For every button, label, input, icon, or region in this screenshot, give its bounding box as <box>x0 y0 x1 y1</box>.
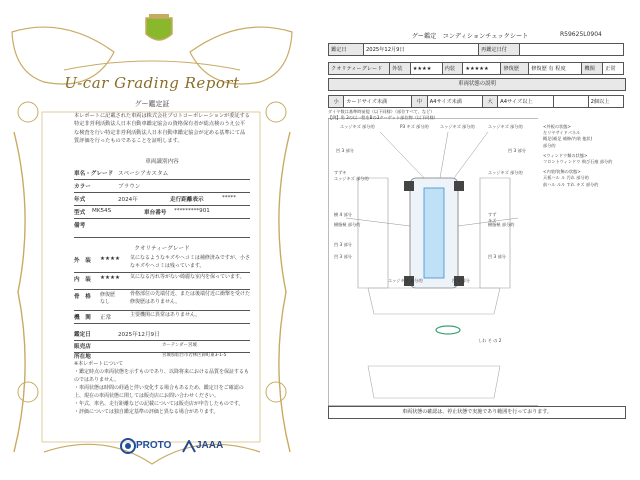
damage-label: エッジキズ 部分的 <box>488 170 523 175</box>
jaaa-logo-icon <box>182 440 196 453</box>
row-value: MK54S <box>92 208 112 214</box>
damage-label: エッジキズ 部分的 <box>340 124 375 129</box>
row-extra-value: ***** <box>222 195 236 201</box>
damage-label: 凹 3 部分 <box>488 254 506 259</box>
date-value: 2025年12月9日 <box>118 332 160 338</box>
row-value: スペーシアカスタム <box>118 171 169 177</box>
note-line: ・評価については独自鑑定基準の評価と異なる場合があります。 <box>74 409 219 415</box>
repair-value: 修復歴 有 程度 <box>529 63 582 75</box>
note-line: <内装/装飾の状態> <box>543 169 581 175</box>
row-extra-label: 走行距離表示 <box>170 197 204 203</box>
date-label: 鑑定日 <box>74 332 91 338</box>
grade-row-exterior <box>74 254 250 273</box>
certificate-subtitle: グー鑑定証 <box>134 100 170 108</box>
grade-row-engine <box>74 311 250 324</box>
exterior-value: ★★★★ <box>410 63 442 75</box>
note-line: 概足(補足 補修/内装 他状) <box>543 136 593 142</box>
grade-row-interior <box>74 273 250 290</box>
damage-label: 凹 3 部分 <box>334 242 352 247</box>
damage-label: エッジキズ 部分的 <box>488 124 523 129</box>
note-line: ※本レポートについて <box>74 361 124 367</box>
state-section-title: 車両状態の説明 <box>328 78 626 91</box>
damage-label: 凹 3 部分 <box>508 148 526 153</box>
row-value: ブラウン <box>118 184 141 190</box>
damage-label: すず キズ <box>488 212 497 223</box>
inspector-label: 再鑑定日付 <box>479 44 520 56</box>
row-extra-label: 車台番号 <box>144 210 167 216</box>
grade-label: 機 関 <box>74 315 91 321</box>
date-value: 2025年12月9日 <box>364 44 479 56</box>
certificate-notes <box>74 360 250 416</box>
interior-value: ★★★★★ <box>463 63 501 75</box>
vehicle-row-name <box>74 167 250 180</box>
certificate-intro: 本レポートに記載された車両は株式会社プロトコーポレーションが委託する特定非営利活動法人日本自動車鑑定協会の資格保有者が総点検のうえ公平な検査を行い特定非営利活動法人日本自動車鑑定協会が定める基準にて品質評価を行ったものであることを証明します。 <box>74 113 250 145</box>
proto-logo-icon <box>120 438 136 454</box>
damage-label: しわ そ の 2 <box>478 338 502 343</box>
vehicle-row-remarks <box>74 219 250 238</box>
note-line: ・車両状態は時間の経過と伴い変化する場合もあるため、鑑定日をご確認の上、現在の車両状態に関しては販売店にお問い合わせください。 <box>74 385 244 399</box>
sheet-footer: 車両状態の確認は、停止状態で実施であり範囲を行っております。 <box>328 406 626 419</box>
note-line: フロントウィンドウ 飛び石痕 部分的 <box>543 159 613 165</box>
engine-label: 機関 <box>582 63 603 75</box>
row-value: 2024年 <box>118 197 138 203</box>
grade-row-frame <box>74 290 250 311</box>
grading-certificate <box>4 12 300 472</box>
proto-logo-text: PROTO <box>136 440 172 451</box>
grade-desc: 骨格部位の先端付近、または後端付近に衝撃を受けた修復歴はありません。 <box>130 291 251 305</box>
grade-label: 外 装 <box>74 258 91 264</box>
exterior-label: 外装 <box>390 63 411 75</box>
note-line: 部分的 <box>543 142 556 148</box>
row-label: 型式 <box>74 210 86 216</box>
jaaa-logo-text: JAAA <box>196 440 224 451</box>
state-notes <box>543 124 623 188</box>
interior-label: 内装 <box>442 63 463 75</box>
certificate-title: U-car Grading Report <box>64 74 240 92</box>
note-line: <外板の状態> <box>543 124 571 129</box>
quality-section-title: クオリティーグレード <box>134 246 190 252</box>
addr-value: 宮城県仙台市若林区卸町東3-1-5 <box>162 353 227 358</box>
note-line: ・鑑定時点の車両状態を示すものであり、以降将来における品質を保証するものではありません。 <box>74 369 250 383</box>
damage-size-table <box>328 95 624 108</box>
inspector-value <box>520 44 624 56</box>
grade-label: 内 装 <box>74 277 91 283</box>
size-cell: 大 <box>483 96 498 108</box>
vehicle-row-model <box>74 206 250 219</box>
quality-grade-table <box>328 62 624 75</box>
note-line: 左リヤサイドパネル <box>543 130 581 136</box>
legend-note: ダイヤ数は基準時前提（以下同様）（部位すべて、など） 【例】角 3の以一程をBの3ターゲット部位物（以下同様） <box>328 109 438 120</box>
note-line: <ウィンドウ類の状態> <box>543 152 588 158</box>
row-label: カラー <box>74 184 91 190</box>
damage-label: P3 キズ 部分的 <box>400 124 429 129</box>
grade-desc: 主要機関に異常はありません。 <box>130 312 201 318</box>
car-outline-diagram <box>328 118 538 408</box>
size-cell: 2個以上 <box>588 96 623 108</box>
damage-label: 凹 3 部分 <box>336 148 354 153</box>
damage-label: 凹 3 部分 <box>452 278 470 283</box>
grade-desc: 気になるようなキズやヘコミは補修済みですが、小さなキズやヘコミは残っています。 <box>130 255 250 269</box>
grade-desc: 気になる汚れ等がない綺麗な室内を保っています。 <box>130 274 245 280</box>
note-line: ・年式、車名、走行距離などの記載については販売店が申告したものです。 <box>74 401 244 407</box>
damage-label: 樹 4 部分 <box>334 212 352 217</box>
vehicle-row-year <box>74 193 250 206</box>
note-line: 天板ハル ル 汚れ 部分的 <box>543 175 589 181</box>
shop-value: カーテンダー宮城 <box>162 343 197 348</box>
size-cell: カードサイズ未満 <box>344 96 412 108</box>
grade-label: 骨 格 <box>74 294 91 300</box>
shop-label: 販売店 <box>74 344 91 350</box>
size-cell: A4サイズ未満 <box>427 96 482 108</box>
damage-label: エッジキズ 部分的 <box>440 124 475 129</box>
sheet-title: グー鑑定 コンディションチェックシート <box>411 33 529 40</box>
goo-kantei-emblem <box>144 12 174 46</box>
grade-value: 正常 <box>100 315 112 321</box>
note-line: 前ハル ルル すれ キズ 部分的 <box>543 181 599 187</box>
repair-label: 修復歴 <box>501 63 529 75</box>
engine-value: 正常 <box>603 63 624 75</box>
row-label: 年式 <box>74 197 86 203</box>
vehicle-row-color <box>74 180 250 193</box>
damage-label: エッジキズ 部分的 <box>388 278 423 283</box>
size-cell: 小 <box>329 96 344 108</box>
row-label: 車名・グレード <box>74 171 114 177</box>
sheet-date-table <box>328 43 624 56</box>
addr-label: 所在地 <box>74 354 91 360</box>
damage-label: 樹脂極 部分的 <box>334 222 361 227</box>
size-cell <box>553 96 588 108</box>
row-label: 備考 <box>74 223 86 229</box>
size-cell: A4サイズ以上 <box>498 96 553 108</box>
vehicle-section-title: 車両識別内容 <box>145 159 179 165</box>
grade-row-label: クオリティーグレード <box>329 63 390 75</box>
grade-value: ★★★★ <box>100 256 121 262</box>
damage-label: 凹 3 部分 <box>334 254 352 259</box>
sheet-code: R59625L0904 <box>560 31 602 38</box>
damage-label: すずキ エッジキズ 部分的 <box>334 170 369 181</box>
grade-value: 修復歴 なし <box>100 292 116 305</box>
date-label: 鑑定日 <box>329 44 364 56</box>
grade-value: ★★★★ <box>100 275 121 281</box>
damage-label: 樹脂極 部分的 <box>488 222 515 227</box>
row-extra-value: *********901 <box>174 208 210 214</box>
size-cell: 中 <box>412 96 427 108</box>
